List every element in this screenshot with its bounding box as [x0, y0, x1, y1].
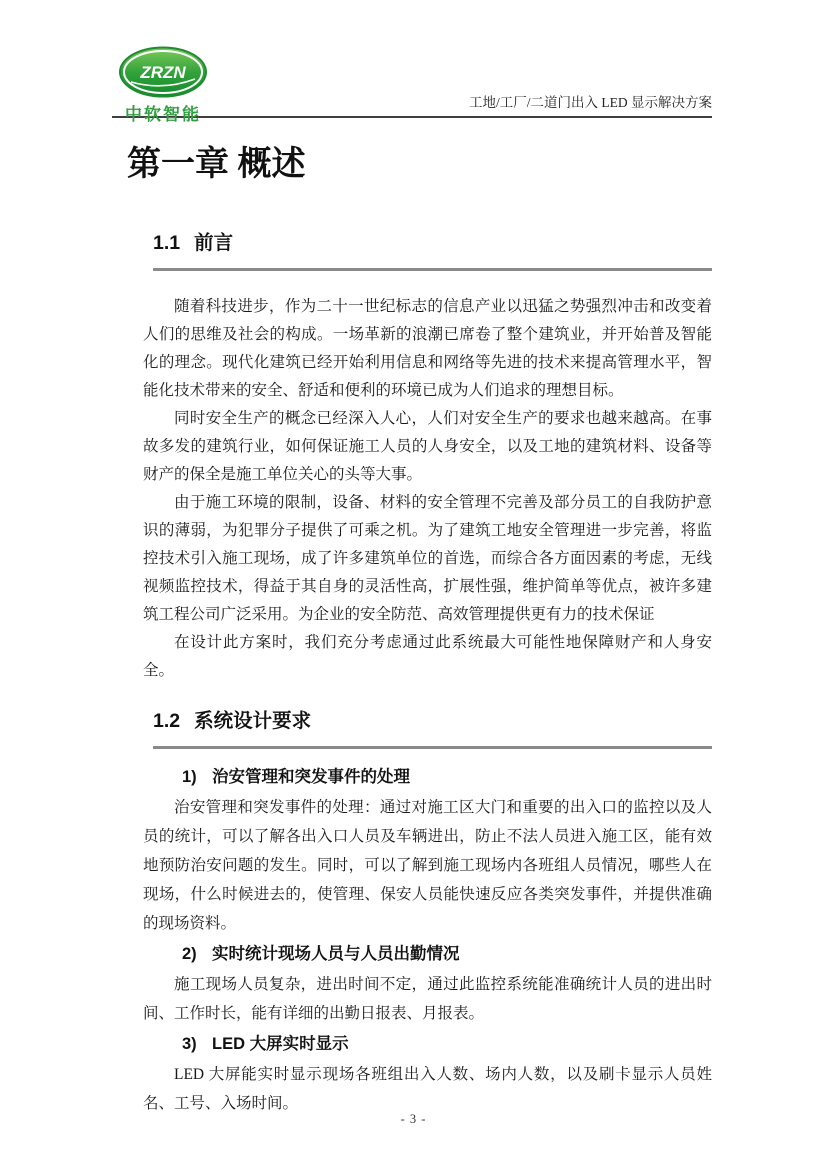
page-number: - 3 -: [400, 1112, 427, 1126]
section-heading-1-2: [153, 705, 712, 749]
page-header: [112, 0, 712, 124]
intro-paragraphs: [143, 293, 712, 685]
item-body: LED 大屏能实时显示现场各班组出入人数、场内人数，以及刷卡显示人员姓名、工号、入场时间。: [143, 1066, 712, 1113]
section-number: 1.1: [153, 232, 181, 255]
section-heading-1-1: [153, 227, 712, 271]
item-body: 施工现场人员复杂，进出时间不定，通过此监控系统能准确统计人员的进出时间、工作时长，能有详细的出勤日报表、月报表。: [143, 976, 712, 1023]
item-title: 治安管理和突发事件的处理: [212, 768, 410, 787]
item-heading: [182, 944, 712, 964]
item-heading: [182, 1034, 712, 1054]
item-number: 1): [182, 768, 197, 787]
item-body: 治安管理和突发事件的处理：通过对施工区大门和重要的出入口的监控以及人员的统计，可以了解各出入口人员及车辆进出，防止不法人员进入施工区，能有效地预防治安问题的发生。同时，可以了解到施工现场内各班组人员情况，哪些人在现场，什么时候进去的，使管理、保安人员能快速反应各类突发事件，并提供准确的现场资料。: [143, 799, 712, 933]
brand-text: ZRZN: [140, 63, 186, 82]
document-body: [127, 137, 712, 1118]
chapter-title: 第一章 概述: [127, 146, 306, 183]
section-title: 前言: [194, 232, 234, 255]
item-heading: [182, 767, 712, 787]
company-logo: [118, 46, 208, 125]
paragraph: 由于施工环境的限制，设备、材料的安全管理不完善及部分员工的自我防护意识的薄弱，为犯罪分子提供了可乘之机。为了建筑工地安全管理进一步完善，将监控技术引入施工现场，成了许多建筑单位的首选，而综合各方面因素的考虑，无线视频监控技术，得益于其自身的灵活性高，扩展性强，维护简单等优点，被许多建筑工程公司广泛采用。为企业的安全防范、高效管理提供更有力的技术保证: [143, 494, 712, 624]
item-title: LED 大屏实时显示: [212, 1035, 349, 1054]
section-title: 系统设计要求: [194, 710, 312, 733]
paragraph: 在设计此方案时，我们充分考虑通过此系统最大可能性地保障财产和人身安全。: [143, 634, 712, 680]
item-number: 2): [182, 945, 197, 964]
item-title: 实时统计现场人员与人员出勤情况: [212, 945, 460, 964]
brand-logo-icon: [118, 46, 208, 100]
requirement-item-2: [143, 944, 712, 1028]
item-number: 3): [182, 1035, 197, 1054]
requirement-item-1: [143, 767, 712, 938]
paragraph: 随着科技进步，作为二十一世纪标志的信息产业以迅猛之势强烈冲击和改变着人们的思维及社会的构成。一场革新的浪潮已席卷了整个建筑业，并开始普及智能化的理念。现代化建筑已经开始利用信息和网络等先进的技术来提高管理水平，智能化技术带来的安全、舒适和便利的环境已成为人们追求的理想目标。: [143, 298, 712, 400]
header-doc-title: 工地/工厂/二道门出入 LED 显示解决方案: [469, 95, 712, 110]
paragraph: 同时安全生产的概念已经深入人心，人们对安全生产的要求也越来越高。在事故多发的建筑行业，如何保证施工人员的人身安全，以及工地的建筑材料、设备等财产的保全是施工单位关心的头等大事。: [143, 410, 712, 484]
brand-name-chinese: 中软智能: [125, 105, 201, 124]
requirement-item-3: [143, 1034, 712, 1118]
section-number: 1.2: [153, 710, 181, 733]
